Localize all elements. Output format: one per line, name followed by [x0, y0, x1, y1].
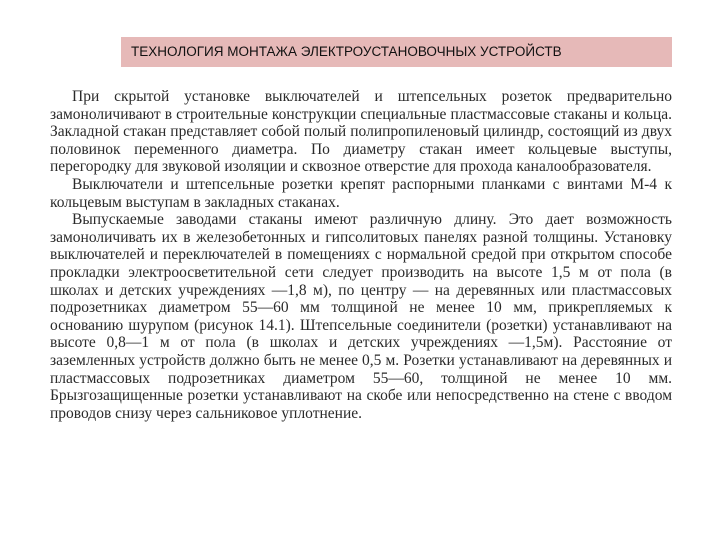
slide-title: ТЕХНОЛОГИЯ МОНТАЖА ЭЛЕКТРОУСТАНОВОЧНЫХ УСТРОЙСТВ: [131, 44, 562, 59]
paragraph-fastening: Выключатели и штепсельные розетки крепят распорными планками с винтами М-4 к кольцевым выступам в закладных стаканах.: [50, 175, 672, 211]
paragraph-concealed-installation: При скрытой установке выключателей и штепсельных розеток предварительно замоноличивают в строительные конструкции специальные пластмассовые стаканы и кольца. Закладной стакан представляет собой полый полипропиленовый цилиндр, состоящий из двух половинок переменного диаметра. По диаметру стакан имеет кольцевые выступы, перегородку для звуковой изоляции и сквозное отверстие для прохода каналообразователя.: [50, 88, 672, 176]
paragraph-installation-heights: Выпускаемые заводами стаканы имеют различную длину. Это дает возможность замоноличивать их в железобетонных и гипсолитовых панелях разной толщины. Установку выключателей и переключателей в помещениях с нормальной средой при открытом способе прокладки электроосветительной сети следует производить на высоте 1,5 м от пола (в школах и детских учреждениях —1,8 м), по центру — на деревянных или пластмассовых подрозетниках диаметром 55—60 мм толщиной не менее 10 мм, прикрепляемых к основанию шурупом (рисунок 14.1). Штепсельные соединители (розетки) устанавливают на высоте 0,8—1 м от пола (в школах и детских учреждениях —1,5м). Расстояние от заземленных устройств должно быть не менее 0,5 м. Розетки устанавливают на деревянных и пластмассовых подрозетниках диаметром 55—60, толщиной не менее 10 мм. Брызгозащищенные розетки устанавливают на скобе или непосредственно на стене с вводом проводов снизу через сальниковое уплотнение.: [50, 211, 672, 422]
slide-title-bar: [121, 37, 672, 67]
document-text: [50, 88, 672, 422]
